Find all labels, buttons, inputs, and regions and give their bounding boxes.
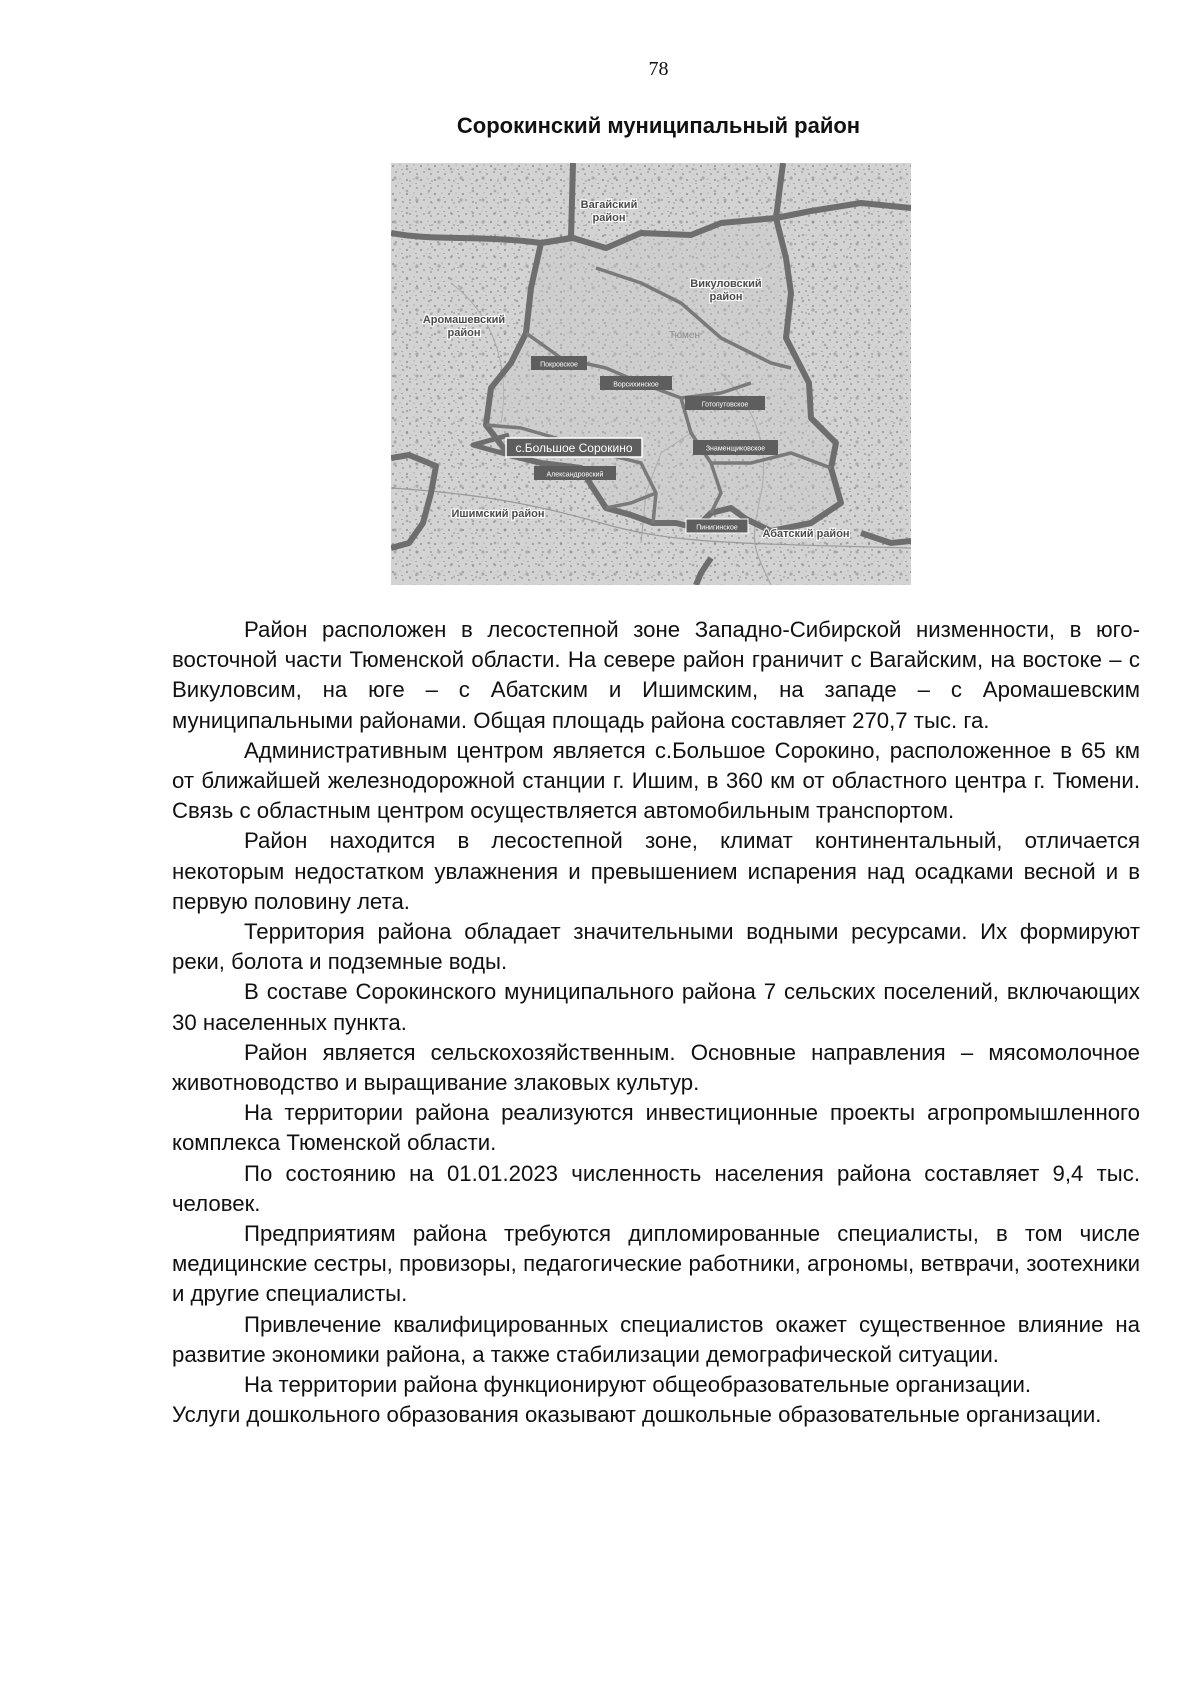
paragraph: Район расположен в лесостепной зоне Западно-Сибирской низменности, в юго-восточной части Тюменской области. На севере район граничит с Вагайским, на востоке – с Викуловсим, на юге – с Абатским и Ишимским, на западе – с Аромашевским муниципальными районами. Общая площадь района составляет 270,7 тыс. га. [172, 617, 1140, 733]
paragraph: На территории района функционируют общеобразовательные организации. [244, 1372, 1032, 1398]
district-map-svg [391, 163, 911, 585]
paragraph: Административным центром является с.Большое Сорокино, расположенное в 65 км от ближайшей железнодорожной станции г. Ишим, в 360 км от областного центра г. Тюмени. Связь с областным центром осуществляется автомобильным транспортом. [172, 737, 1140, 824]
paragraph: Предприятиям района требуются дипломированные специалисты, в том числе медицинские сестры, провизоры, педагогические работники, агрономы, ветврачи, зоотехники и другие специалисты. [172, 1221, 1140, 1307]
paragraph: Услуги дошкольного образования оказывают дошкольные образовательные организации. [172, 1402, 1102, 1428]
settlement-label-gotoputovskoe: Готопутовское [701, 401, 749, 409]
paragraph: Район находится в лесостепной зоне, климат континентальный, отличается некоторым недостатком увлажнения и превышением испарения над осадками весной и в первую половину лета. [172, 828, 1140, 914]
paragraph: В составе Сорокинского муниципального района 7 сельских поселений, включающих 30 населенных пункта. [172, 979, 1140, 1035]
settlement-label-vorsikhinskoe: Ворсихинское [613, 381, 659, 389]
district-label-aromashevo-1: Аромашевский [422, 314, 506, 326]
map-background-word: Тюмен [669, 330, 701, 341]
paragraph: По состоянию на 01.01.2023 численность населения района составляет 9,4 тыс. человек. [172, 1160, 1140, 1216]
district-label-vagai-2: район [592, 212, 626, 224]
page-number: 78 [648, 58, 669, 80]
body-text [172, 615, 1140, 1430]
settlement-label-pinigin: Пинигинское [696, 524, 738, 532]
district-label-aromashevo-2: район [447, 327, 481, 339]
page-title: Сорокинский муниципальный район [456, 113, 861, 138]
district-label-vikulovo-2: район [709, 291, 743, 303]
district-label-vagai-1: Вагайский [580, 199, 638, 211]
admin-center-label: с.Большое Сорокино [515, 441, 633, 455]
paragraph: Привлечение квалифицированных специалистов окажет существенное влияние на развитие экономики района, а также стабилизации демографической ситуации. [172, 1311, 1140, 1367]
settlement-label-znamenshchikovskoe: Знаменщиковское [705, 445, 766, 453]
district-map [391, 163, 911, 585]
district-label-abatskoe: Абатский район [762, 528, 850, 540]
settlement-label-pokrovskoe: Покровское [540, 361, 578, 369]
settlement-label-aleksandrovskiy: Александровский [546, 471, 604, 479]
district-label-ishim: Ишимский район [451, 508, 545, 520]
district-label-vikulovo-1: Викуловский [690, 278, 762, 290]
paragraph: На территории района реализуются инвестиционные проекты агропромышленного комплекса Тюменской области. [172, 1100, 1140, 1156]
paragraph: Район является сельскохозяйственным. Основные направления – мясомолочное животноводство и выращивание злаковых культур. [172, 1039, 1140, 1096]
paragraph: Территория района обладает значительными водными ресурсами. Их формируют реки, болота и подземные воды. [172, 919, 1140, 975]
